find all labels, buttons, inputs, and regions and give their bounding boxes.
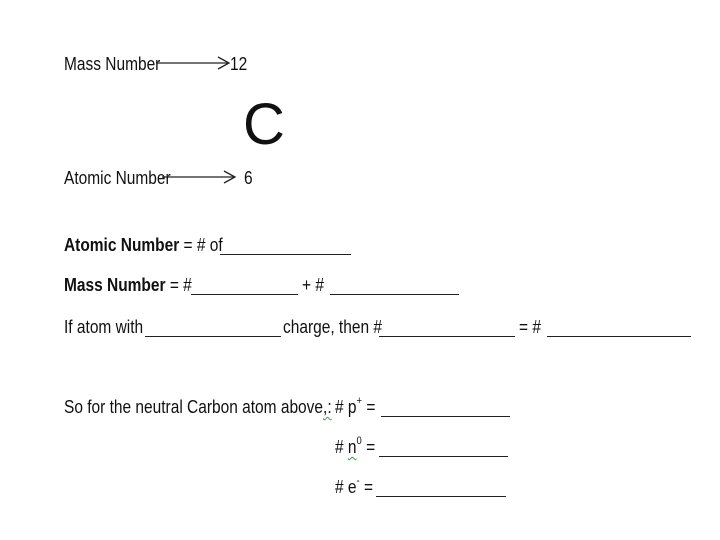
protons-sup: +	[356, 395, 363, 407]
mass-number-plus: + #	[302, 275, 324, 295]
neutral-intro	[64, 397, 332, 417]
protons-blank	[381, 416, 510, 417]
electrons-blank	[376, 496, 506, 497]
atomic-number-arrow	[162, 170, 238, 184]
mass-number-blank-2	[330, 294, 459, 295]
element-symbol: C	[243, 92, 285, 157]
neutrons-equals: =	[361, 437, 376, 457]
electrons-prefix: # e	[335, 477, 357, 497]
atomic-number-label: Atomic Number	[64, 168, 171, 188]
particle-blank-1	[379, 336, 515, 337]
mass-number-term: Mass Number	[64, 275, 166, 295]
neutrons-blank	[379, 456, 508, 457]
if-atom-text: If atom with	[64, 317, 144, 337]
mass-number-value: 12	[230, 54, 248, 74]
mass-number-blank-1	[191, 294, 298, 295]
charge-blank	[145, 336, 281, 337]
atomic-number-term: Atomic Number	[64, 235, 180, 255]
neutrons-letter: n	[347, 437, 357, 457]
atomic-number-rest: = # of	[179, 235, 223, 255]
neutrons-row	[335, 437, 375, 457]
atomic-number-blank	[220, 254, 351, 255]
neutral-intro-text: So for the neutral Carbon atom above	[64, 397, 324, 417]
neutrons-prefix: #	[335, 437, 348, 457]
protons-row	[335, 397, 375, 417]
particle-blank-2	[547, 336, 691, 337]
mass-number-label: Mass Number	[64, 54, 161, 74]
electrons-row	[335, 477, 373, 497]
protons-prefix: # p	[335, 397, 357, 417]
mass-number-definition	[64, 275, 192, 295]
protons-equals: =	[362, 397, 376, 417]
atomic-number-value: 6	[244, 168, 253, 188]
mass-number-rest: = #	[165, 275, 192, 295]
neutral-intro-punct: ,:	[323, 397, 332, 417]
mass-number-arrow	[156, 56, 232, 70]
electrons-equals: =	[359, 477, 374, 497]
equals-hash: = #	[519, 317, 541, 337]
neutrons-sup: 0	[356, 435, 362, 447]
charge-then-text: charge, then #	[283, 317, 382, 337]
atomic-number-definition	[64, 235, 223, 255]
electrons-sup: -	[356, 475, 360, 487]
